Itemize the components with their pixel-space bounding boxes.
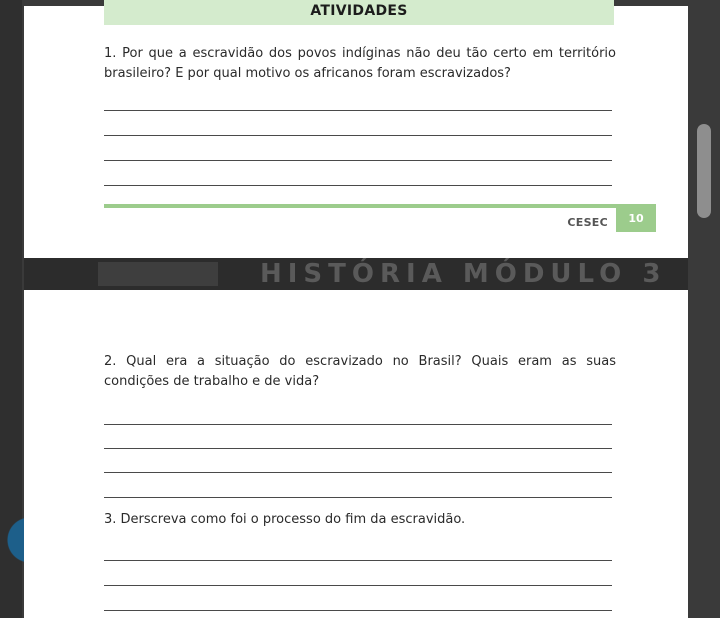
footer-label: CESEC [567, 216, 608, 229]
answer-line [104, 585, 612, 586]
answer-line [104, 185, 612, 186]
background-title: HISTÓRIA MÓDULO 3 [260, 259, 667, 289]
answer-line [104, 135, 612, 136]
answer-line [104, 610, 612, 611]
background-page-title-strip [24, 258, 688, 290]
footer-rule [104, 204, 656, 208]
page-number-badge: 10 [616, 204, 656, 232]
answer-line [104, 497, 612, 498]
question-3: 3. Derscreva como foi o processo do fim da escravidão. [104, 512, 466, 527]
answer-line [104, 448, 612, 449]
answer-line [104, 110, 612, 111]
document-page-10 [24, 3, 688, 258]
answer-line [104, 560, 612, 561]
question-2: 2. Qual era a situação do escravizado no Brasil? Quais eram as suas condições de trabalho e de vida? [104, 354, 616, 389]
activities-header: ATIVIDADES [104, 0, 614, 25]
document-page-11 [24, 290, 688, 618]
background-tag [98, 262, 218, 286]
answer-line [104, 424, 612, 425]
scrollbar-thumb[interactable] [697, 124, 711, 218]
answer-line [104, 472, 612, 473]
answer-line [104, 160, 612, 161]
question-1: 1. Por que a escravidão dos povos indíginas não deu tão certo em território brasileiro? E por qual motivo os africanos foram escravizados? [104, 46, 616, 81]
